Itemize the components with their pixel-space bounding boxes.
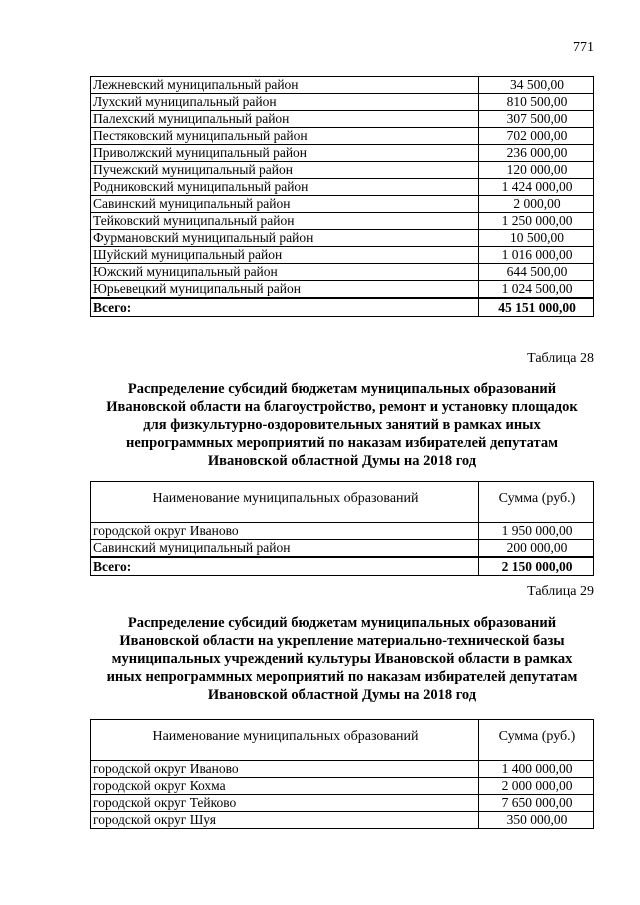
row-name: Приволжский муниципальный район (91, 145, 479, 162)
row-name: Юрьевецкий муниципальный район (91, 281, 479, 299)
table29-title-line: Ивановской области на укрепление материально-технической базы (119, 633, 565, 649)
row-name: Шуйский муниципальный район (91, 247, 479, 264)
table-row (91, 795, 594, 812)
table-row (91, 281, 594, 299)
row-name: Родниковский муниципальный район (91, 179, 479, 196)
row-amount: 10 500,00 (479, 230, 594, 247)
row-amount: 2 000 000,00 (479, 778, 594, 795)
row-name: городской округ Тейково (91, 795, 479, 812)
table-row (91, 761, 594, 778)
table-row (91, 196, 594, 213)
row-name: Фурмановский муниципальный район (91, 230, 479, 247)
table-row (91, 230, 594, 247)
row-amount: 810 500,00 (479, 94, 594, 111)
row-name: Южский муниципальный район (91, 264, 479, 281)
row-name: Лежневский муниципальный район (91, 77, 479, 94)
table28 (90, 481, 594, 576)
table-row (91, 523, 594, 540)
row-amount: 1 400 000,00 (479, 761, 594, 778)
table-row (91, 213, 594, 230)
table28-total-row (91, 557, 594, 576)
table-row (91, 162, 594, 179)
row-name: Тейковский муниципальный район (91, 213, 479, 230)
table28-title (92, 380, 592, 470)
table-row (91, 94, 594, 111)
table29-title (92, 614, 592, 704)
table-row (91, 778, 594, 795)
row-amount: 1 424 000,00 (479, 179, 594, 196)
row-amount: 236 000,00 (479, 145, 594, 162)
table-row (91, 179, 594, 196)
total-amount: 45 151 000,00 (479, 298, 594, 317)
row-amount: 350 000,00 (479, 812, 594, 829)
row-amount: 702 000,00 (479, 128, 594, 145)
row-name: Савинский муниципальный район (91, 540, 479, 558)
table-row (91, 145, 594, 162)
table28-title-line: для физкультурно-оздоровительных занятий в рамках иных (143, 417, 541, 433)
table28-title-line: Ивановской области на благоустройство, ремонт и установку площадок (106, 399, 578, 415)
row-amount: 1 024 500,00 (479, 281, 594, 299)
row-amount: 1 016 000,00 (479, 247, 594, 264)
total-amount: 2 150 000,00 (479, 557, 594, 576)
table-top-total-row (91, 298, 594, 317)
table-row (91, 128, 594, 145)
row-name: Савинский муниципальный район (91, 196, 479, 213)
row-name: Палехский муниципальный район (91, 111, 479, 128)
row-name: Пучежский муниципальный район (91, 162, 479, 179)
row-name: городской округ Кохма (91, 778, 479, 795)
table28-title-line: Ивановской областной Думы на 2018 год (207, 453, 477, 469)
table29-title-line: Распределение субсидий бюджетам муниципальных образований (127, 615, 557, 631)
row-name: Пестяковский муниципальный район (91, 128, 479, 145)
table29 (90, 719, 594, 829)
table28-caption: Таблица 28 (527, 351, 594, 366)
table-row (91, 111, 594, 128)
row-name: городской округ Шуя (91, 812, 479, 829)
table-row (91, 247, 594, 264)
row-name: городской округ Иваново (91, 523, 479, 540)
row-amount: 1 250 000,00 (479, 213, 594, 230)
table29-title-line: Ивановской областной Думы на 2018 год (207, 687, 477, 703)
total-label: Всего: (91, 298, 479, 317)
table29-title-line: иных непрограммных мероприятий по наказам избирателей депутатам (106, 669, 578, 685)
header-amount: Сумма (руб.) (479, 720, 594, 761)
table28-header-row (91, 482, 594, 523)
row-amount: 644 500,00 (479, 264, 594, 281)
table29-title-line: муниципальных учреждений культуры Ивановской области в рамках (111, 651, 573, 667)
row-name: городской округ Иваново (91, 761, 479, 778)
row-amount: 307 500,00 (479, 111, 594, 128)
table28-title-line: непрограммных мероприятий по наказам избирателей депутатам (126, 435, 558, 451)
table28-title-line: Распределение субсидий бюджетам муниципальных образований (127, 381, 557, 397)
table29-caption: Таблица 29 (527, 584, 594, 599)
row-name: Лухский муниципальный район (91, 94, 479, 111)
row-amount: 7 650 000,00 (479, 795, 594, 812)
row-amount: 2 000,00 (479, 196, 594, 213)
table-row (91, 540, 594, 558)
table-top (90, 76, 594, 317)
header-amount: Сумма (руб.) (479, 482, 594, 523)
row-amount: 120 000,00 (479, 162, 594, 179)
header-name: Наименование муниципальных образований (91, 720, 479, 761)
table-row (91, 264, 594, 281)
header-name: Наименование муниципальных образований (91, 482, 479, 523)
row-amount: 200 000,00 (479, 540, 594, 558)
table29-header-row (91, 720, 594, 761)
table-row (91, 77, 594, 94)
row-amount: 1 950 000,00 (479, 523, 594, 540)
table-row (91, 812, 594, 829)
row-amount: 34 500,00 (479, 77, 594, 94)
total-label: Всего: (91, 557, 479, 576)
page-number: 771 (573, 40, 594, 55)
